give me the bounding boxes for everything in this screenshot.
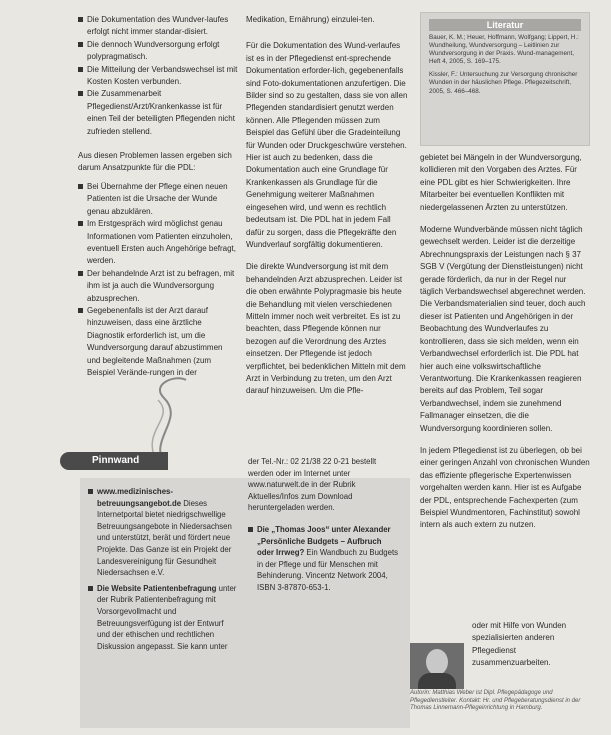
paragraph: Die direkte Wundversorgung ist mit dem behandelnden Arzt abzusprechen. Leider ist die oben erwähnte Polypragmasie bis heute die Behandlung mit vielen verschiedenen Mitteln immer noch weit verbreitet. Es ist zu beachten, dass Pflegende können nur bezogen auf die Verordnung des Arztes einsetzen. Der Pflegende ist jedoch verpflichtet, bei bedenklichen Mitteln mit dem Arzt in Verbindung zu treten, um den Arzt darauf hinzuweisen. Um die Pfle-: [246, 262, 406, 396]
author-photo: [410, 643, 464, 689]
link-text[interactable]: www.medizinisches-betreuungsangebot.de: [97, 487, 182, 508]
list-item: Der behandelnde Arzt ist zu befragen, mit ihm ist ja auch die Wundversorgung abzusprechen.: [78, 268, 238, 305]
paragraph: Für die Dokumentation des Wund-verlaufes ist es in der Pflegedienst ent-sprechende Dokumentation erforder-lich, gegebenenfalls sind Foto-dokumentationen anzufertigen. Die Bilder sind so zu gestalten, dass sie von allen Pflegenden standardisiert genutzt werden können. Alle Pflegenden müssen zum Beispiel das Gefühl über die Gradeinteilung für Wunden oder Druckgeschwüre verstehen. Hier ist auch zu bedenken, dass die Dokumentation auch eine Grundlage für Krankenkassen als Grundlage für die Genehmigung weiterer Maßnahmen eingesehen wird, und wenn es rechtlich bedeutsam ist. Die PDL hat in jedem Fall dafür zu sorgen, dass die Pflegekräfte den Wundverlauf sorgfältig dokumentieren.: [246, 41, 408, 249]
author-caption: Autorin: Matthias Weber ist Dipl. Pflegepädagoge und Pflegedienstleiter. Kontakt: Hr. und Pflegeberatungsdienst in der Thomas Linnemann-Pflegeinrichtung in Hamburg.: [410, 690, 581, 712]
list-item: der Tel.-Nr.: 02 21/38 22 0-21 bestellt werden oder im Internet unter www.naturwelt.de in der Rubrik Aktuelles/Infos zum Download heruntergeladen werden.: [248, 457, 377, 513]
list-item: Bei Übernahme der Pflege einen neuen Patienten ist die Ursache der Wunde genau abzuklären.: [78, 181, 238, 218]
paragraph: gebietet bei Mängeln in der Wundversorgung, kollidieren mit den Vorgaben des Arztes. Für eine PDL gibt es hier Schwierigkeiten. Ihre Mitarbeiter bei eventuellen Konflikten mit niedergelassenen Ärzten zu unterstützen.: [420, 153, 582, 212]
literature-title: Literatur: [429, 19, 581, 31]
paragraph: In jedem Pflegedienst ist zu überlegen, ob bei einer geringen Anzahl von chronischen Wunden das effiziente pflegerische Expertenwissen vorgehalten werden kann. Hier ist es Aufgabe der PDL, entsprechende Fachexperten (zum Beispiel Wundmentoren, Fachinstitut) sowohl intern als auch extern zu nutzen.: [420, 445, 590, 530]
column-3: [420, 152, 590, 538]
list-item: Im Erstgespräch wird möglichst genau Informationen vom Patienten einzuholen, eventuell Ersten auch Angehörige befragt, werden.: [78, 218, 238, 268]
column-2: [246, 14, 408, 404]
paragraph: Aus diesen Problemen lassen ergeben sich darum Ansatzpunkte für die PDL:: [78, 151, 232, 173]
literature-box: [420, 12, 590, 146]
reference: Bauer, K. M.; Heuer, Hoffmann, Wolfgang; Lippert, H.: Wundheilung, Wundversorgung – Leitlinien zur Wundversorgung in der Praxis. Wund-management, Heft 4, 2005, S. 169–175.: [429, 34, 579, 66]
paragraph: Medikation, Ernährung) einzulei-ten.: [246, 15, 375, 24]
paragraph: Moderne Wundverbände müssen nicht täglich gewechselt werden. Leider ist die derzeitige Abrechnungspraxis der Leistungen nach § 37 SGB V (Vergütung der Dienstleistungen) nicht gerade förderlich, da nur in der Regel nur täglich Verbandswechsel abgerechnet werden. Die Verbandsmaterialien sind teuer, doch auch dieser ist Patienten und Angehörigen in der Beobachtung des Wundverlaufes zu kontrollieren, dass sie sich melden, wenn ein Verbandwechsel erforderlich ist. Die PDL hat hier auch eine volkswirtschaftliche Verantwortung. Die Krankenkassen reagieren bereits auf das Problem, Teil sogar Verbandwechsel, indem sie zunehmend Fallmanager einsetzen, die die Wundversorgung koordinieren sollen.: [420, 225, 586, 433]
face-icon: [426, 649, 448, 675]
list-item: Die Zusammenarbeit Pflegedienst/Arzt/Krankenkasse ist für einen Teil der beteiligten Pflegenden nicht zufrieden stellend.: [78, 88, 238, 138]
list-item: Die dennoch Wundversorgung erfolgt polypragmatisch.: [78, 39, 238, 64]
list-item: Die Dokumentation des Wundver-laufes erfolgt nicht immer standar-disiert.: [78, 14, 238, 39]
column-1: [78, 14, 238, 379]
list-item: www.medizinisches-betreuungsangebot.de Dieses Internetportal bietet niedrigschwellige Betreuungsangebote in Niedersachsen und unterstützt, berät und fördert neue Projekte. Das Ganze ist ein Projekt der Landesvereinigung für Gesundheit Niedersachsen e.V.: [88, 486, 238, 579]
list-item: Gegebenenfalls ist der Arzt darauf hinzuweisen, dass eine ärztliche Diagnostik erforderlich ist, um die Wundversorgung darauf abzustimmen und begleitende Maßnahmen (zum Beispiel Verände-rungen in der: [78, 305, 238, 379]
wrap-text: oder mit Hilfe von Wunden spezialisierten anderen Pflegedienst zusammenzuarbeiten.: [472, 621, 567, 668]
shoulders-icon: [418, 673, 456, 689]
list-item: Die Mitteilung der Verbandswechsel ist mit Kosten Kosten verbunden.: [78, 64, 238, 89]
pinnwand-column-1: [88, 486, 238, 652]
pinnwand-label: Pinnwand: [60, 452, 168, 470]
reference: Kissler, F.: Untersuchung zur Versorgung chronischer Wunden in der häuslichen Pflege. Pflegezeitschrift, 2005, S. 466–468.: [429, 71, 578, 95]
list-item: Die „Thomas Joos“ unter Alexander „Persönliche Budgets – Aufbruch oder Irrweg? Ein Wandbuch zu Budgets in der Pflege und für Menschen mit Behinderung. Vincentz Network 2004, ISBN 3-87870-653-1.: [248, 524, 398, 594]
pinnwand-column-2: [248, 456, 398, 594]
list-item: Die Website Patientenbefragung unter der Rubrik Patientenbefragung mit Vorsorgevollmacht und Betreuungsverfügung ist der Entwurf und der ethischen und rechtlichen Diskussion angepasst. Sie kann unter: [88, 583, 238, 653]
